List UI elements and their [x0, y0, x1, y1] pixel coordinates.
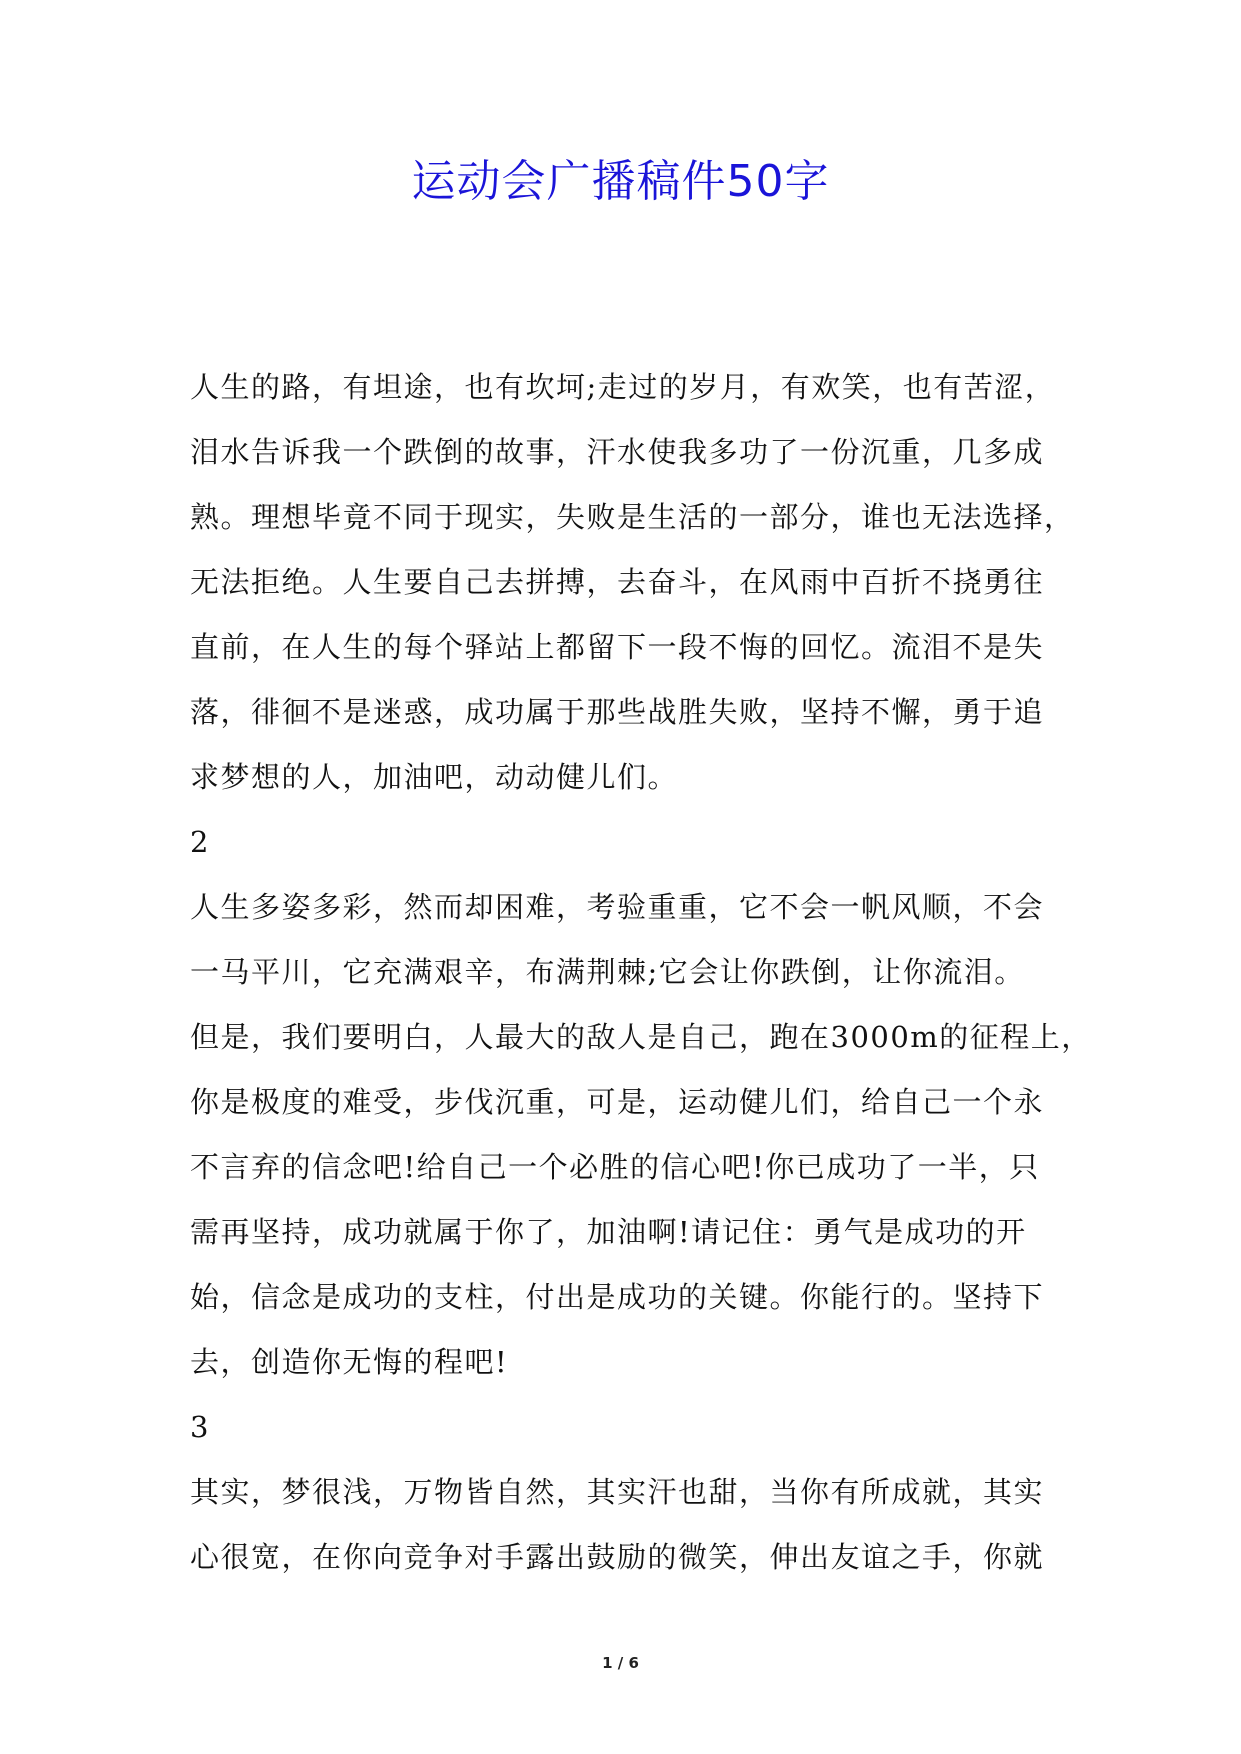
page-indicator: 1 / 6: [602, 1654, 639, 1672]
text-line: 人生多姿多彩，然而却困难，考验重重，它不会一帆风顺，不会: [190, 890, 1045, 924]
text-line: 你是极度的难受，步伐沉重，可是，运动健儿们，给自己一个永: [190, 1085, 1045, 1119]
text-line: 其实，梦很浅，万物皆自然，其实汗也甜，当你有所成就，其实: [190, 1475, 1045, 1509]
body-text: [190, 355, 1092, 1590]
text-line: 需再坚持，成功就属于你了，加油啊!请记住：勇气是成功的开: [190, 1215, 1027, 1249]
text-line: 不言弃的信念吧!给自己一个必胜的信心吧!你已成功了一半，只: [190, 1150, 1040, 1184]
text-line: 熟。理想毕竟不同于现实，失败是生活的一部分，谁也无法选择，: [190, 500, 1075, 534]
text-line: 一马平川，它充满艰辛，布满荆棘;它会让你跌倒，让你流泪。: [190, 955, 1025, 989]
text-line: 心很宽，在你向竞争对手露出鼓励的微笑，伸出友谊之手，你就: [190, 1540, 1045, 1574]
text-line: 直前，在人生的每个驿站上都留下一段不悔的回忆。流泪不是失: [190, 630, 1045, 664]
text-line: 求梦想的人，加油吧，动动健儿们。: [190, 760, 679, 794]
text-line: 落，徘徊不是迷惑，成功属于那些战胜失败，坚持不懈，勇于追: [190, 695, 1045, 729]
text-line: 但是，我们要明白，人最大的敌人是自己，跑在3000m的征程上，: [190, 1020, 1092, 1054]
text-line: 人生的路，有坦途，也有坎坷;走过的岁月，有欢笑，也有苦涩，: [190, 370, 1056, 404]
page-title: 运动会广播稿件50字: [411, 156, 830, 207]
text-line: 无法拒绝。人生要自己去拼搏，去奋斗，在风雨中百折不挠勇往: [190, 565, 1045, 599]
text-line: 去，创造你无悔的程吧!: [190, 1345, 509, 1379]
text-line: 泪水告诉我一个跌倒的故事，汗水使我多功了一份沉重，几多成: [190, 435, 1045, 469]
text-line: 始，信念是成功的支柱，付出是成功的关键。你能行的。坚持下: [190, 1280, 1045, 1314]
section-number: 2: [190, 825, 210, 859]
section-number: 3: [190, 1410, 210, 1444]
